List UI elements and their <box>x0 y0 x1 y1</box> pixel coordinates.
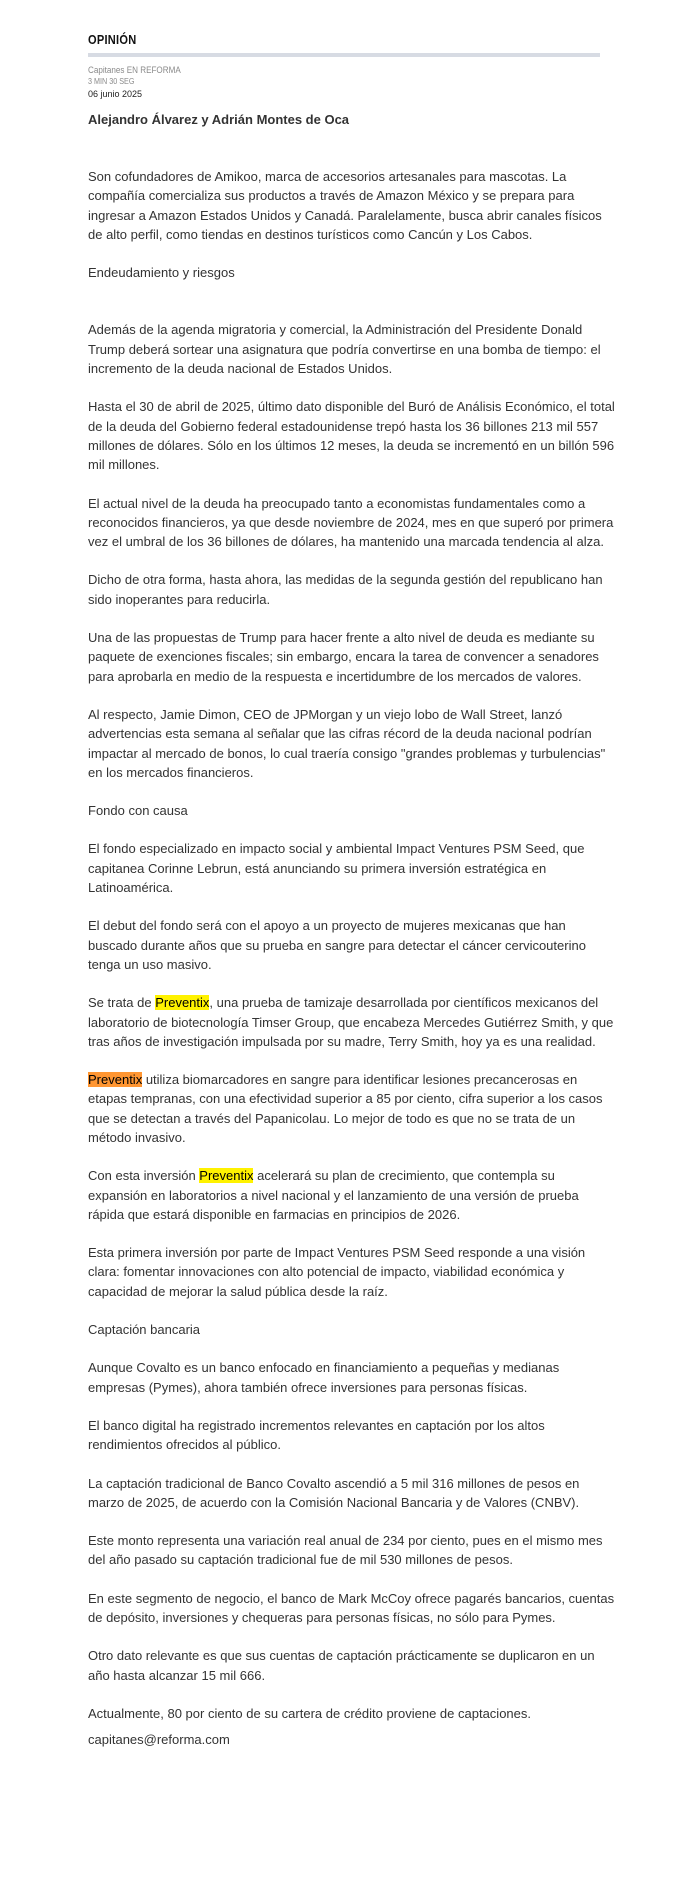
subheading-fondo: Fondo con causa <box>88 803 188 819</box>
paragraph: La captación tradicional de Banco Covalto ascendió a 5 mil 316 millones de pesos en marzo de 2025, de acuerdo con la Comisión Nacional Bancaria y de Valores (CNBV). <box>88 1475 580 1510</box>
paragraph-preventix-3 <box>88 1166 616 1224</box>
paragraph: El actual nivel de la deuda ha preocupado tanto a economistas fundamentales como a reconocidos financieros, ya que desde noviembre de 2024, mes en que superó por primera vez el umbral de los 36 billones de dólares, ha mantenido una marcada tendencia al alza. <box>88 495 614 550</box>
contact-email-link[interactable]: capitanes@reforma.com <box>88 1732 230 1748</box>
text-segment: Se trata de <box>88 995 156 1011</box>
text-segment: utiliza biomarcadores en sangre para identificar lesiones precancerosas en etapas tempranas, con una efectividad superior a 85 por ciento, cifra superior a los casos que se detectan a través del Papanicolau. Lo mejor de todo es que no se trata de un método invasivo. <box>88 1072 603 1145</box>
paragraph: El fondo especializado en impacto social y ambiental Impact Ventures PSM Seed, que capitanea Corinne Lebrun, está anunciando su primera inversión estratégica en Latinoamérica. <box>88 841 585 896</box>
paragraph: El banco digital ha registrado incrementos relevantes en captación por los altos rendimientos ofrecidos al público. <box>88 1417 545 1453</box>
byline: Alejandro Álvarez y Adrián Montes de Oca <box>88 112 350 127</box>
paragraph: Este monto representa una variación real anual de 234 por ciento, pues en el mismo mes del año pasado su captación tradicional fue de mil 530 millones de pesos. <box>88 1533 603 1568</box>
paragraph: Al respecto, Jamie Dimon, CEO de JPMorgan y un viejo lobo de Wall Street, lanzó advertencias esta semana al señalar que las cifras récord de la deuda nacional podrían impactar al mercado de bonos, lo cual traería consigo "grandes problemas y turbulencias" en los mercados financieros. <box>88 706 606 780</box>
paragraph: Actualmente, 80 por ciento de su cartera de crédito proviene de captaciones. <box>88 1705 531 1721</box>
read-time: 3 MIN 30 SEG <box>88 77 135 86</box>
text-segment: , una prueba de tamizaje desarrollada por científicos mexicanos del laboratorio de biotecnología Timser Group, que encabeza Mercedes Gutiérrez Smith, y que tras años de investigación impulsada por su madre, Terry Smith, hoy ya es una realidad. <box>88 995 614 1049</box>
section-label[interactable]: OPINIÓN <box>88 32 137 47</box>
section-divider <box>88 53 600 57</box>
publish-date: 06 junio 2025 <box>88 89 143 99</box>
paragraph-preventix-1 <box>88 993 616 1051</box>
paragraph: Son cofundadores de Amikoo, marca de accesorios artesanales para mascotas. La compañía comercializa sus productos a través de Amazon México y se prepara para ingresar a Amazon Estados Unidos y Canadá. Paralelamente, busca abrir canales físicos de alto perfil, como tiendas en destinos turísticos como Cancún y Los Cabos. <box>88 169 602 242</box>
search-highlight: Preventix <box>199 1168 254 1184</box>
paragraph: Una de las propuestas de Trump para hacer frente a alto nivel de deuda es mediante su paquete de exenciones fiscales; sin embargo, encara la tarea de convencer a senadores para aprobarla en medio de la respuesta e incertidumbre de los mercados de valores. <box>88 630 599 684</box>
text-segment: Con esta inversión <box>88 1168 200 1184</box>
paragraph: El debut del fondo será con el apoyo a un proyecto de mujeres mexicanas que han buscado durante años que su prueba en sangre para detectar el cáncer cervicouterino tenga un uso masivo. <box>88 918 586 972</box>
search-highlight: Preventix <box>155 995 210 1011</box>
paragraph: En este segmento de negocio, el banco de Mark McCoy ofrece pagarés bancarios, cuentas de depósito, inversiones y chequeras para personas físicas, no sólo para Pymes. <box>88 1590 615 1626</box>
subheading-endeudamiento: Endeudamiento y riesgos <box>88 265 235 281</box>
paragraph: Además de la agenda migratoria y comercial, la Administración del Presidente Donald Trump deberá sortear una asignatura que podría convertirse en una bomba de tiempo: el incremento de la deuda nacional de Estados Unidos. <box>88 322 601 377</box>
paragraph-preventix-2 <box>88 1070 616 1147</box>
paragraph: Aunque Covalto es un banco enfocado en financiamiento a pequeñas y medianas empresas (Pymes), ahora también ofrece inversiones para personas físicas. <box>88 1360 560 1395</box>
paragraph: Esta primera inversión por parte de Impact Ventures PSM Seed responde a una visión clara: fomentar innovaciones con alto potencial de impacto, viabilidad económica y capacidad de mejorar la salud pública desde la raíz. <box>88 1245 586 1299</box>
search-highlight-active: Preventix <box>88 1072 143 1088</box>
text-segment: acelerará su plan de crecimiento, que contempla su expansión en laboratorios a nivel nacional y el lanzamiento de una versión de prueba rápida que estará disponible en farmacias en principios de 2026. <box>88 1168 579 1222</box>
paragraph: Hasta el 30 de abril de 2025, último dato disponible del Buró de Análisis Económico, el total de la deuda del Gobierno federal estadounidense trepó hasta los 36 billones 213 mil 557 millones de dólares. Sólo en los últimos 12 meses, la deuda se incrementó en un billón 596 mil millones. <box>88 399 615 473</box>
article <box>88 0 616 1749</box>
column-author[interactable]: Capitanes EN REFORMA <box>88 65 181 75</box>
article-body <box>88 167 616 1749</box>
paragraph: Dicho de otra forma, hasta ahora, las medidas de la segunda gestión del republicano han sido inoperantes para reducirla. <box>88 572 603 607</box>
subheading-captacion: Captación bancaria <box>88 1322 201 1338</box>
paragraph: Otro dato relevante es que sus cuentas de captación prácticamente se duplicaron en un año hasta alcanzar 15 mil 666. <box>88 1648 595 1683</box>
